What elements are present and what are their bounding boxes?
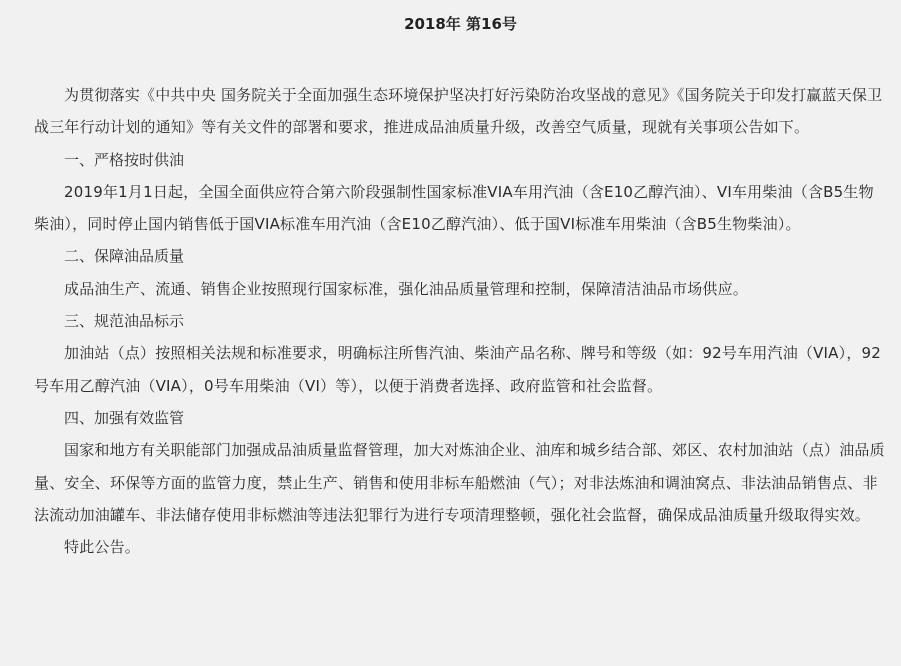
section-body-4: 国家和地方有关职能部门加强成品油质量监督管理，加大对炼油企业、油库和城乡结合部、郊区、农村加油站（点）油品质量、安全、环保等方面的监管力度，禁止生产、销售和使用非标车船燃油（气）；对非法炼油和调油窝点、非法油品销售点、非法流动加油罐车、非法储存使用非标燃油等违法犯罪行为进行专项清理整顿，强化社会监督，确保成品油质量升级取得实效。 [34, 441, 885, 524]
section-heading-3: 三、规范油品标示 [64, 312, 185, 331]
section-heading-4: 四、加强有效监管 [64, 408, 185, 427]
section-body-1: 2019年1月1日起，全国全面供应符合第六阶段强制性国家标准VIA车用汽油（含E10乙醇汽油）、VI车用柴油（含B5生物柴油），同时停止国内销售低于国VIA标准车用汽油（含E10乙醇汽油）、低于国VI标准车用柴油（含B5生物柴油）。 [34, 182, 874, 234]
document-number-title: 2018年 第16号 [404, 15, 517, 33]
closing-statement: 特此公告。 [64, 538, 141, 557]
section-body-3: 加油站（点）按照相关法规和标准要求，明确标注所售汽油、柴油产品名称、牌号和等级（如：92号车用汽油（VIA），92号车用乙醇汽油（VIA），0号车用柴油（VI）等），以便于消费者选择、政府监管和社会监督。 [34, 344, 882, 395]
section-body-2: 成品油生产、流通、销售企业按照现行国家标准，强化油品质量管理和控制，保障清洁油品市场供应。 [64, 279, 749, 298]
intro-paragraph: 为贯彻落实《中共中央 国务院关于全面加强生态环境保护坚决打好污染防治攻坚战的意见》《国务院关于印发打赢蓝天保卫战三年行动计划的通知》等有关文件的部署和要求，推进成品油质量升级，改善空气质量，现就有关事项公告如下。 [34, 86, 883, 137]
section-heading-2: 二、保障油品质量 [64, 247, 185, 266]
section-heading-1: 一、严格按时供油 [64, 150, 185, 169]
